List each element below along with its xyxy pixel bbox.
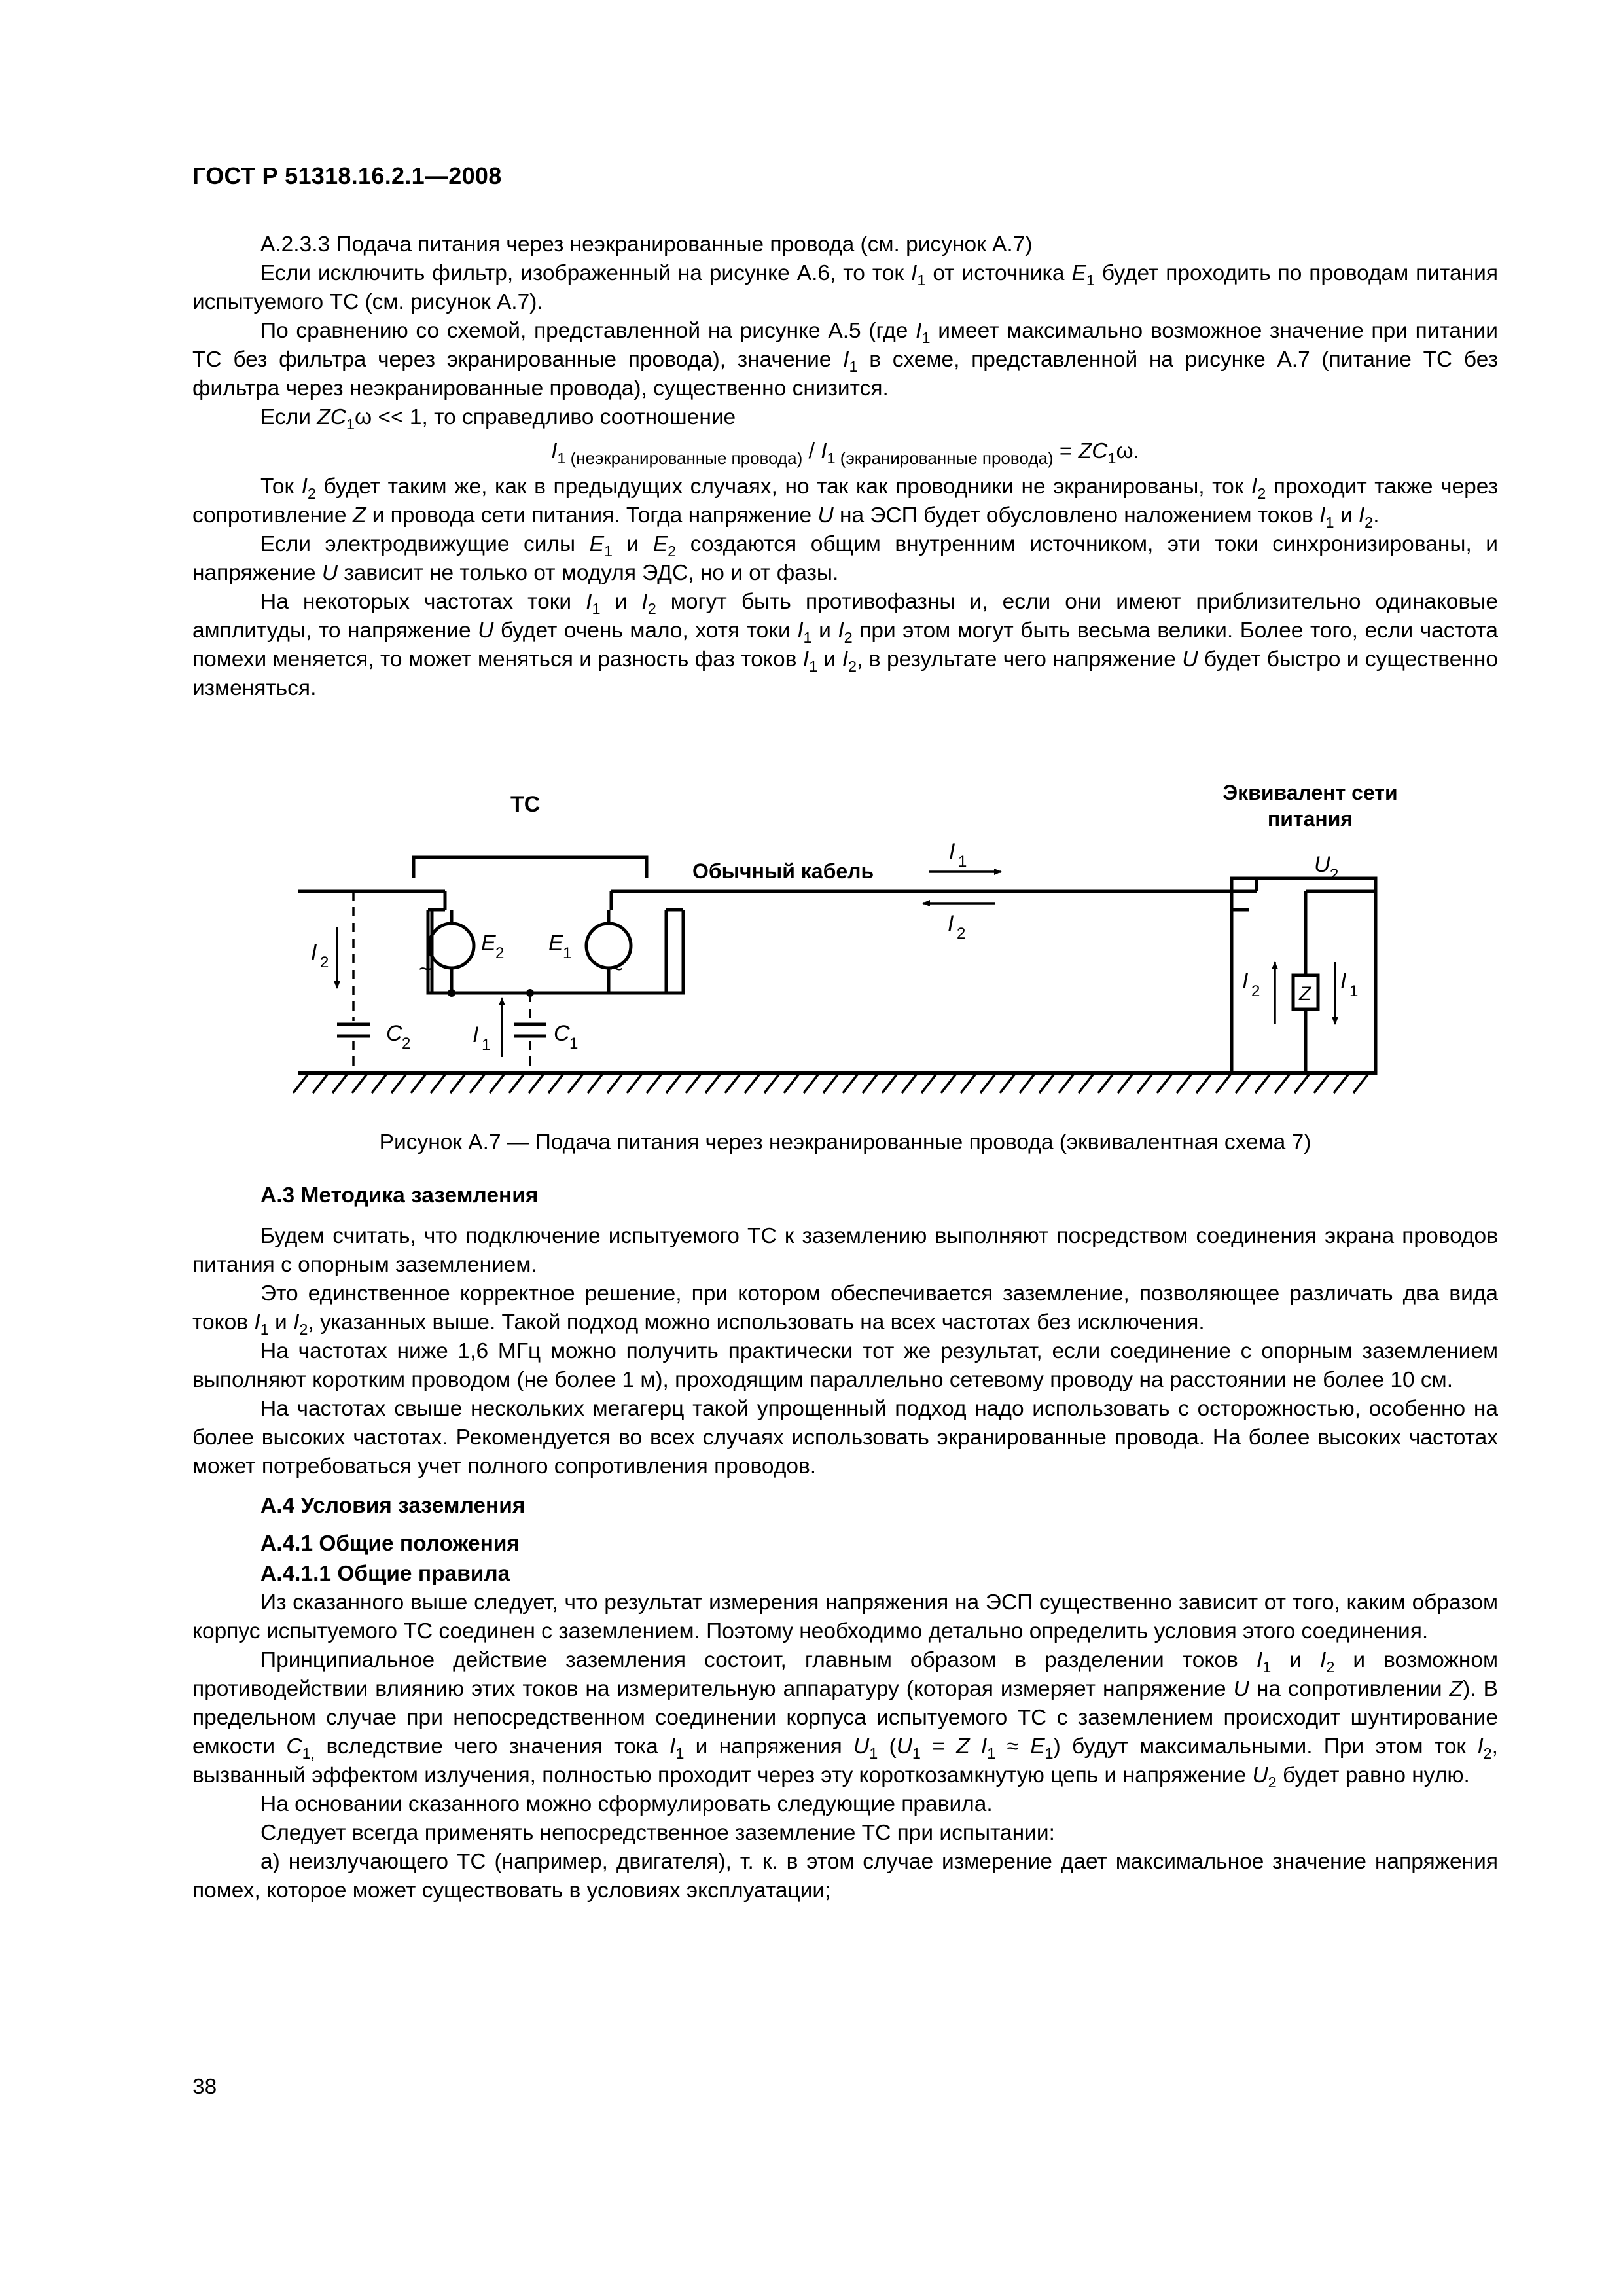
label-i1-lisn: I xyxy=(1340,969,1347,994)
text-run: ( xyxy=(878,1734,897,1759)
text-run: 2 xyxy=(1268,1774,1277,1791)
text-run: , в результате чего напряжение xyxy=(857,647,1183,672)
text-run: 1 xyxy=(260,1321,269,1338)
paragraph xyxy=(192,317,1498,403)
label-e2: E xyxy=(481,931,496,956)
text-run: На основании сказанного можно сформулировать следующие правила. xyxy=(260,1792,993,1816)
sub: 2 xyxy=(495,944,505,962)
text-run: I xyxy=(1358,503,1365,528)
text-run: По сравнению со схемой, представленной на рисунке А.5 (где xyxy=(260,319,916,343)
sub: 2 xyxy=(1330,866,1339,884)
text-run: I xyxy=(1319,503,1326,528)
text-run: Z I xyxy=(956,1734,988,1759)
text-run: Если xyxy=(260,405,317,429)
label-lisn-2: питания xyxy=(1267,807,1353,831)
text-run: на сопротивлении xyxy=(1249,1677,1450,1701)
text-run: 1 xyxy=(557,450,566,467)
text-run: 1 xyxy=(1107,450,1116,467)
source-e1-circle xyxy=(586,924,631,968)
text-run: и xyxy=(1334,503,1359,528)
text-run: 1 xyxy=(912,1745,921,1763)
document-header: ГОСТ Р 51318.16.2.1—2008 xyxy=(192,162,502,189)
text-run: 1 xyxy=(1262,1659,1272,1676)
label-i1-bottom: I xyxy=(473,1022,479,1047)
text-run: = xyxy=(1053,439,1079,463)
text-run: зависит не только от модуля ЭДС, но и от фазы. xyxy=(338,561,839,585)
paragraph xyxy=(192,1819,1498,1848)
text-run: проходит также через сопротивление xyxy=(192,475,1498,528)
label-e1: E xyxy=(548,931,563,956)
text-run: U xyxy=(896,1734,912,1759)
text-run: (неэкранированные провода) xyxy=(565,448,803,469)
text-run: 1 xyxy=(603,543,613,560)
text-run: 1 xyxy=(987,1745,996,1763)
text-run: 2 xyxy=(1257,485,1266,503)
text-run: ). В предельном случае при непосредственном соединении корпуса испытуемого ТС с заземлением происходит шунтирование емкости xyxy=(192,1677,1498,1759)
text-run: 1 xyxy=(827,450,836,467)
text-run: 1 xyxy=(849,358,858,376)
text-run: I xyxy=(843,348,849,372)
sub: 2 xyxy=(1251,982,1260,1000)
text-run: Из сказанного выше следует, что результат измерения напряжения на ЭСП существенно зависит от того, каким образом корпус испытуемого ТС соединен с заземлением. Поэтому необходимо детально определить условия этого соединения. xyxy=(192,1590,1498,1643)
text-run: U xyxy=(1233,1677,1249,1701)
sub: 1 xyxy=(482,1036,491,1054)
text-run: 2 xyxy=(647,600,656,618)
section-heading-a411: А.4.1.1 Общие правила xyxy=(260,1562,510,1586)
text-run: I xyxy=(1477,1734,1484,1759)
text-run: будет таким же, как в предыдущих случаях, но так как проводники не экранированы, ток xyxy=(316,475,1251,499)
sub: 1 xyxy=(1349,982,1359,1000)
text-run: будет быстро и существенно изменяться. xyxy=(192,647,1499,700)
label-cable: Обычный кабель xyxy=(692,859,874,883)
text-run: 1 xyxy=(1086,272,1095,289)
paragraph xyxy=(192,1790,1498,1819)
text-run: 1 xyxy=(1325,514,1334,531)
text-run: и xyxy=(817,647,842,672)
text-run: в схеме, представленной на рисунке А.7 (питание ТС без фильтра через неэкранированные провода), существенно снизится. xyxy=(192,348,1499,401)
paragraph xyxy=(192,530,1498,588)
text-run: будет очень мало, хотя токи xyxy=(493,619,798,643)
text-run: E xyxy=(1071,261,1086,285)
text-run: 2 xyxy=(299,1321,308,1338)
text-run: и возможном противодействии влиянию этих токов на измерительную аппаратуру (которая измеряет напряжение xyxy=(192,1648,1499,1701)
text-run: ZC xyxy=(1078,439,1108,463)
text-run: Будем считать, что подключение испытуемого ТС к заземлению выполняют посредством соединения экрана проводов питания с опорным заземлением. xyxy=(192,1224,1498,1277)
paragraph xyxy=(192,1646,1498,1790)
text-run: ≈ xyxy=(995,1734,1031,1759)
label-c1: C xyxy=(554,1021,570,1046)
text-run: ω. xyxy=(1116,439,1139,463)
sub: 1 xyxy=(958,853,967,870)
label-z: Z xyxy=(1299,983,1311,1005)
paragraph xyxy=(192,1222,1498,1280)
text-run: , вызванный эффектом излучения, полностью проходит через эту короткозамкнутую цепь и напряжение xyxy=(192,1734,1498,1787)
text-run: создаются общим внутренним источником, эти токи синхронизированы, и напряжение xyxy=(192,532,1498,585)
text-run: вследствие чего значения тока xyxy=(315,1734,670,1759)
paragraph xyxy=(192,1395,1498,1481)
text-run: I xyxy=(911,261,918,285)
paragraph xyxy=(192,259,1498,317)
text-run: 2 xyxy=(1326,1659,1335,1676)
text-run: / xyxy=(802,439,821,463)
text-run: могут быть противофазны и, если они имеют приблизительно одинаковые амплитуды, то напряжение xyxy=(192,590,1498,643)
text-run: 1 xyxy=(809,658,818,675)
tilde-e1: ~ xyxy=(610,957,623,982)
text-run: I xyxy=(1320,1648,1327,1672)
paragraph xyxy=(192,588,1498,703)
text-run: Принципиальное действие заземления состоит, главным образом в разделении токов xyxy=(260,1648,1257,1672)
paragraph xyxy=(192,1280,1498,1337)
label-lisn-1: Эквивалент сети xyxy=(1222,781,1398,804)
label-ts: ТС xyxy=(510,792,541,817)
text-run: будет равно нулю. xyxy=(1276,1763,1470,1787)
text-run: I xyxy=(254,1310,260,1335)
text-run: Это единственное корректное решение, при котором обеспечивается заземление, позволяющее различать два вида токов xyxy=(192,1282,1498,1335)
sub: 2 xyxy=(320,954,329,971)
sub: 1 xyxy=(569,1035,579,1052)
text-run: I xyxy=(586,590,592,614)
label-i2-lisn: I xyxy=(1242,969,1249,994)
text-run: I xyxy=(838,619,844,643)
text-run: от источника xyxy=(925,261,1072,285)
label-i1-cable: I xyxy=(949,839,955,864)
text-run: и напряжения xyxy=(684,1734,854,1759)
paragraph xyxy=(192,403,1498,432)
text-run: Z xyxy=(1449,1677,1463,1701)
sub: 2 xyxy=(957,925,966,942)
text-run: 2 xyxy=(848,658,857,675)
text-run: 1 xyxy=(921,329,931,347)
text-run: Если исключить фильтр, изображенный на рисунке А.6, то ток xyxy=(260,261,912,285)
text-run: Следует всегда применять непосредственное заземление ТС при испытании: xyxy=(260,1821,1055,1845)
paragraph xyxy=(192,1588,1498,1646)
circuit-diagram xyxy=(0,772,1623,1113)
label-i2-cable: I xyxy=(948,911,954,936)
text-run: U xyxy=(321,561,338,585)
text-run: и провода сети питания. Тогда напряжение xyxy=(366,503,818,528)
text-run: ZC xyxy=(317,405,346,429)
text-run: 1 xyxy=(869,1745,878,1763)
paragraph xyxy=(192,473,1498,530)
text-run: 2 xyxy=(844,629,853,647)
text-run: будет проходить по проводам питания испытуемого ТС (см. рисунок А.7). xyxy=(192,261,1498,314)
paragraph xyxy=(192,1848,1498,1905)
text-run: I xyxy=(293,1310,300,1335)
text-run: ) будут максимальными. При этом ток xyxy=(1053,1734,1478,1759)
text-run: I xyxy=(802,647,810,672)
text-run: I xyxy=(797,619,804,643)
label-c2: C xyxy=(386,1021,402,1046)
figure-caption: Рисунок А.7 — Подача питания через неэкранированные провода (эквивалентная схема 7) xyxy=(379,1130,1311,1155)
section-heading-a4: А.4 Условия заземления xyxy=(260,1494,526,1518)
text-run: 2 xyxy=(1364,514,1374,531)
text-run: I xyxy=(669,1734,676,1759)
text-run: 2 xyxy=(668,543,677,560)
text-run: 2 xyxy=(307,485,317,503)
tilde-e2: ~ xyxy=(419,957,432,982)
text-run: , указанных выше. Такой подход можно использовать на всех частотах без исключения. xyxy=(308,1310,1205,1335)
text-run: 1 xyxy=(1044,1745,1054,1763)
text-run: при этом могут быть весьма велики. Более того, если частота помехи меняется, то может меняться и разность фаз токов xyxy=(192,619,1498,672)
text-run: 1, xyxy=(302,1745,315,1763)
text-run: на ЭСП будет обусловлено наложением токов xyxy=(833,503,1320,528)
text-run: 1 xyxy=(917,272,926,289)
capacitor-c1 xyxy=(514,1024,546,1036)
text-block-1 xyxy=(192,230,1498,703)
text-run: I xyxy=(1256,1648,1263,1672)
text-run: I xyxy=(821,439,827,463)
text-run: Ток xyxy=(260,475,302,499)
text-run: а) неизлучающего ТС (например, двигателя), т. к. в этом случае измерение дает максимальное значение напряжения помех, которое может существовать в условиях эксплуатации; xyxy=(192,1850,1498,1903)
sub: 2 xyxy=(402,1035,411,1052)
text-run: и xyxy=(812,619,838,643)
paragraph xyxy=(192,230,1498,259)
text-run: На частотах свыше нескольких мегагерц такой упрощенный подход надо использовать с осторожностью, особенно на более высоких частотах. Рекомендуется во всех случаях использовать экранированные провода. На более высоких частотах может потребоваться учет полного сопротивления проводов. xyxy=(192,1397,1498,1479)
formula xyxy=(192,437,1498,469)
text-run: U xyxy=(817,503,834,528)
text-run: U xyxy=(853,1734,870,1759)
text-run: 1 xyxy=(346,416,355,433)
text-run: E xyxy=(652,532,668,556)
text-run: 1 xyxy=(675,1745,685,1763)
section-heading-a41: А.4.1 Общие положения xyxy=(260,1532,520,1556)
text-run: На частотах ниже 1,6 МГц можно получить практически тот же результат, если соединение с опорным заземлением выполняют коротким проводом (не более 1 м), проходящим параллельно сетевому проводу на расстоянии не более 10 см. xyxy=(192,1339,1498,1392)
text-run: I xyxy=(1251,475,1258,499)
text-run: I xyxy=(641,590,648,614)
text-run: E xyxy=(1030,1734,1045,1759)
text-run: ω << 1, то справедливо соотношение xyxy=(355,405,736,429)
capacitor-c2 xyxy=(337,1024,370,1036)
label-u2: U xyxy=(1314,852,1330,877)
paragraph xyxy=(192,1337,1498,1395)
text-run: На некоторых частотах токи xyxy=(260,590,586,614)
ground-hatching xyxy=(293,1075,1368,1093)
text-run: I xyxy=(551,439,558,463)
section-heading-a3: А.3 Методика заземления xyxy=(260,1183,539,1208)
sub: 1 xyxy=(563,944,572,962)
text-run: Z xyxy=(352,503,366,528)
text-run: . xyxy=(1373,503,1380,528)
text-run: 1 xyxy=(592,600,601,618)
text-run: I xyxy=(301,475,308,499)
text-block-2 xyxy=(192,1181,1498,1905)
text-run: имеет максимально возможное значение при питании ТС без фильтра через экранированные провода), значение xyxy=(192,319,1498,372)
text-run: E xyxy=(589,532,604,556)
text-run: U xyxy=(1182,647,1198,672)
text-run: 1 xyxy=(803,629,812,647)
text-run: А.2.3.3 Подача питания через неэкранированные провода (см. рисунок А.7) xyxy=(260,232,1033,257)
text-run: и xyxy=(613,532,653,556)
text-run: = xyxy=(920,1734,957,1759)
page-number: 38 xyxy=(192,2075,217,2099)
text-run: и xyxy=(600,590,642,614)
text-run: Если электродвижущие силы xyxy=(260,532,590,556)
text-run: (экранированные провода) xyxy=(835,448,1054,469)
text-run: и xyxy=(268,1310,294,1335)
text-run: U xyxy=(1252,1763,1268,1787)
text-run: C xyxy=(286,1734,302,1759)
text-run: I xyxy=(916,319,922,343)
text-run: 2 xyxy=(1483,1745,1492,1763)
text-run: и xyxy=(1271,1648,1320,1672)
label-i2-left: I xyxy=(311,940,317,965)
text-run: U xyxy=(478,619,494,643)
source-e2-circle xyxy=(429,924,474,968)
text-run: I xyxy=(842,647,848,672)
